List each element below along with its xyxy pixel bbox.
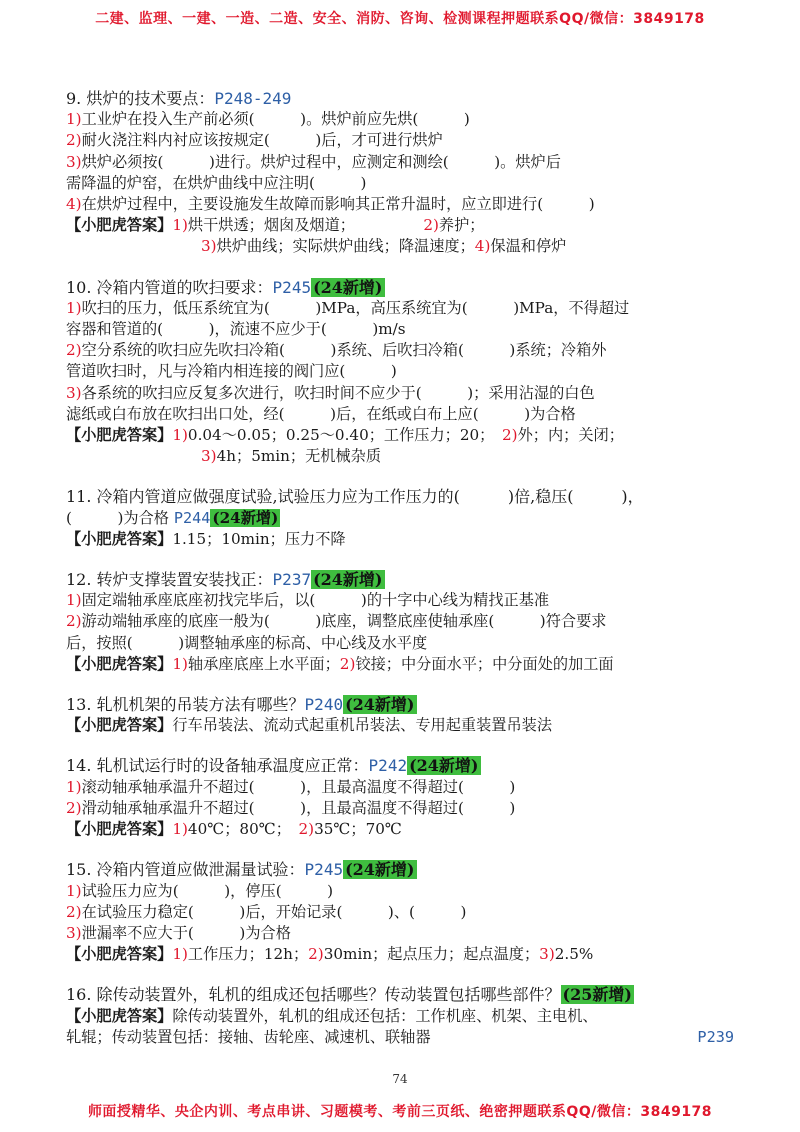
item-number: 3) [66, 383, 82, 402]
answer-label: 【小肥虎答案】 [66, 426, 173, 445]
question-10 [66, 277, 746, 468]
question-line: 容器和管道的( )，流速不应少于( )m/s [66, 320, 406, 339]
question-16 [66, 984, 746, 1048]
page-ref: P240 [304, 695, 344, 715]
question-line: 固定端轴承座底座初找完毕后，以( )的十字中心线为精找正基准 [81, 591, 550, 610]
item-number: 1) [66, 881, 82, 900]
item-number: 1) [172, 820, 188, 839]
item-number: 3) [66, 152, 82, 171]
top-promo-banner: 二建、监理、一建、一造、二造、安全、消防、咨询、检测课程押题联系QQ/微信：3849178 [95, 11, 705, 27]
question-title: 12. 转炉支撑装置安装找正： [66, 570, 273, 590]
question-line: 吹扫的压力，低压系统宜为( )MPa，高压系统宜为( )MPa，不得超过 [81, 298, 630, 317]
item-number: 4) [474, 237, 491, 256]
answer-text: 铰接；中分面水平；中分面处的加工面 [355, 654, 614, 673]
item-number: 1) [66, 110, 82, 129]
answer-text: 外；内；关闭； [517, 426, 624, 445]
question-title: 15. 冷箱内管道应做泄漏量试验： [66, 860, 305, 880]
answer-text: 1.15；10min；压力不降 [172, 529, 346, 548]
answer-label: 【小肥虎答案】 [66, 716, 173, 735]
question-12 [66, 569, 746, 675]
page-content [66, 88, 746, 1067]
item-number: 3) [66, 923, 82, 942]
new-tag: (24新增) [345, 860, 415, 880]
item-number: 2) [339, 654, 356, 673]
question-13 [66, 694, 746, 736]
item-number: 1) [66, 591, 82, 610]
page-ref: P239 [697, 1027, 734, 1046]
answer-label: 【小肥虎答案】 [66, 945, 173, 964]
question-line: 后，按照( )调整轴承座的标高、中心线及水平度 [66, 633, 428, 652]
answer-text: 35℃；70℃ [314, 820, 402, 839]
item-number: 2) [501, 426, 518, 445]
page-ref: P245 [304, 860, 344, 880]
question-line: 各系统的吹扫应反复多次进行，吹扫时间不应少于( )；采用沾湿的白色 [81, 383, 595, 402]
question-15 [66, 859, 746, 965]
answer-text: 2.5% [554, 945, 594, 964]
new-tag: (24新增) [345, 695, 415, 715]
page-ref: P248-249 [214, 89, 292, 108]
item-number: 2) [298, 820, 315, 839]
answer-text: 养护； [438, 216, 485, 235]
item-number: 1) [172, 426, 188, 445]
answer-text: 30min；起点压力；起点温度； [323, 945, 540, 964]
question-line: 泄漏率不应大于( )为合格 [81, 923, 291, 942]
bottom-promo-banner: 师面授精华、央企内训、考点串讲、习题模考、考前三页纸、绝密押题联系QQ/微信：3849178 [87, 1104, 713, 1120]
new-tag: (24新增) [409, 756, 479, 776]
new-tag: (24新增) [212, 508, 279, 527]
question-line: 烘炉必须按( )进行。烘炉过程中，应测定和测绘( )。烘炉后 [81, 152, 561, 171]
answer-text: 行车吊装法、流动式起重机吊装法、专用起重装置吊装法 [172, 716, 552, 735]
answer-text: 工作压力；12h； [187, 945, 309, 964]
question-title: 14. 轧机试运行时的设备轴承温度应正常： [66, 756, 369, 776]
answer-text: 40℃；80℃； [187, 820, 284, 839]
item-number: 1) [172, 216, 188, 235]
item-number: 2) [66, 131, 82, 150]
item-number: 3) [201, 237, 217, 256]
answer-text: 0.04～0.05；0.25～0.40；工作压力；20； [187, 426, 487, 445]
item-number: 1) [172, 654, 188, 673]
new-tag: (24新增) [313, 570, 383, 590]
question-14 [66, 755, 746, 840]
question-line: 游动端轴承座的底座一般为( )底座，调整底座使轴承座( )符合要求 [81, 612, 607, 631]
page-ref: P245 [272, 277, 312, 297]
answer-text: 轧辊；传动装置包括：接轴、齿轮座、减速机、联轴器 [66, 1027, 431, 1046]
item-number: 2) [66, 902, 82, 921]
question-line: 工业炉在投入生产前必须( )。烘炉前应先烘( ) [81, 110, 470, 129]
question-line: 管道吹扫时，凡与冷箱内相连接的阀门应( ) [66, 362, 397, 381]
question-line: 需降温的炉窑，在烘炉曲线中应注明( ) [66, 173, 367, 192]
answer-label: 【小肥虎答案】 [66, 216, 173, 235]
question-9 [66, 88, 746, 258]
answer-text: 4h；5min；无机械杂质 [216, 447, 382, 466]
item-number: 3) [201, 447, 217, 466]
question-title: 11. 冷箱内管道应做强度试验,试验压力应为工作压力的( )倍,稳压( )， [66, 487, 644, 507]
answer-text: 烘炉曲线；实际烘炉曲线；降温速度； [216, 237, 475, 256]
item-number: 2) [66, 341, 82, 360]
answer-label: 【小肥虎答案】 [66, 654, 173, 673]
question-11 [66, 486, 746, 550]
answer-label: 【小肥虎答案】 [66, 1006, 173, 1025]
item-number: 2) [66, 612, 82, 631]
page-ref: P244 [173, 508, 211, 527]
question-line: 空分系统的吹扫应先吹扫冷箱( )系统、后吹扫冷箱( )系统；冷箱外 [81, 341, 607, 360]
page-ref: P242 [368, 756, 408, 776]
item-number: 4) [66, 195, 82, 214]
item-number: 1) [172, 945, 188, 964]
question-line: 在烘炉过程中，主要设施发生故障而影响其正常升温时，应立即进行( ) [81, 195, 595, 214]
question-title: 16. 除传动装置外，轧机的组成还包括哪些？传动装置包括哪些部件？ [66, 985, 561, 1005]
question-title: 10. 冷箱内管道的吹扫要求： [66, 277, 273, 297]
item-number: 3) [539, 945, 555, 964]
answer-text: 烘干烘透；烟囱及烟道； [187, 216, 348, 235]
item-number: 1) [66, 298, 82, 317]
question-line: 滑动轴承轴承温升不超过( )，且最高温度不得超过( ) [81, 798, 516, 817]
new-tag: (25新增) [562, 985, 632, 1005]
answer-text: 轴承座底座上水平面； [187, 654, 340, 673]
question-line: 滚动轴承轴承温升不超过( )，且最高温度不得超过( ) [81, 777, 516, 796]
new-tag: (24新增) [313, 277, 383, 297]
page-ref: P237 [272, 570, 312, 590]
answer-label: 【小肥虎答案】 [66, 820, 173, 839]
page-number: 74 [392, 1072, 408, 1086]
answer-text: 除传动装置外，轧机的组成还包括：工作机座、机架、主电机、 [172, 1006, 598, 1025]
question-title: 13. 轧机机架的吊装方法有哪些？ [66, 695, 305, 715]
question-line: 在试验压力稳定( )后，开始记录( )、( ) [81, 902, 467, 921]
answer-label: 【小肥虎答案】 [66, 529, 173, 548]
item-number: 1) [66, 777, 82, 796]
question-line: ( )为合格 [66, 508, 169, 527]
question-line: 耐火浇注料内衬应该按规定( )后，才可进行烘炉 [81, 131, 443, 150]
item-number: 2) [66, 798, 82, 817]
question-title: 9. 烘炉的技术要点： [66, 89, 215, 108]
question-line: 试验压力应为( )，停压( ) [81, 881, 334, 900]
question-line: 滤纸或白布放在吹扫出口处，经( )后，在纸或白布上应( )为合格 [66, 404, 576, 423]
answer-text: 保温和停炉 [490, 237, 567, 256]
item-number: 2) [308, 945, 324, 964]
item-number: 2) [423, 216, 439, 235]
